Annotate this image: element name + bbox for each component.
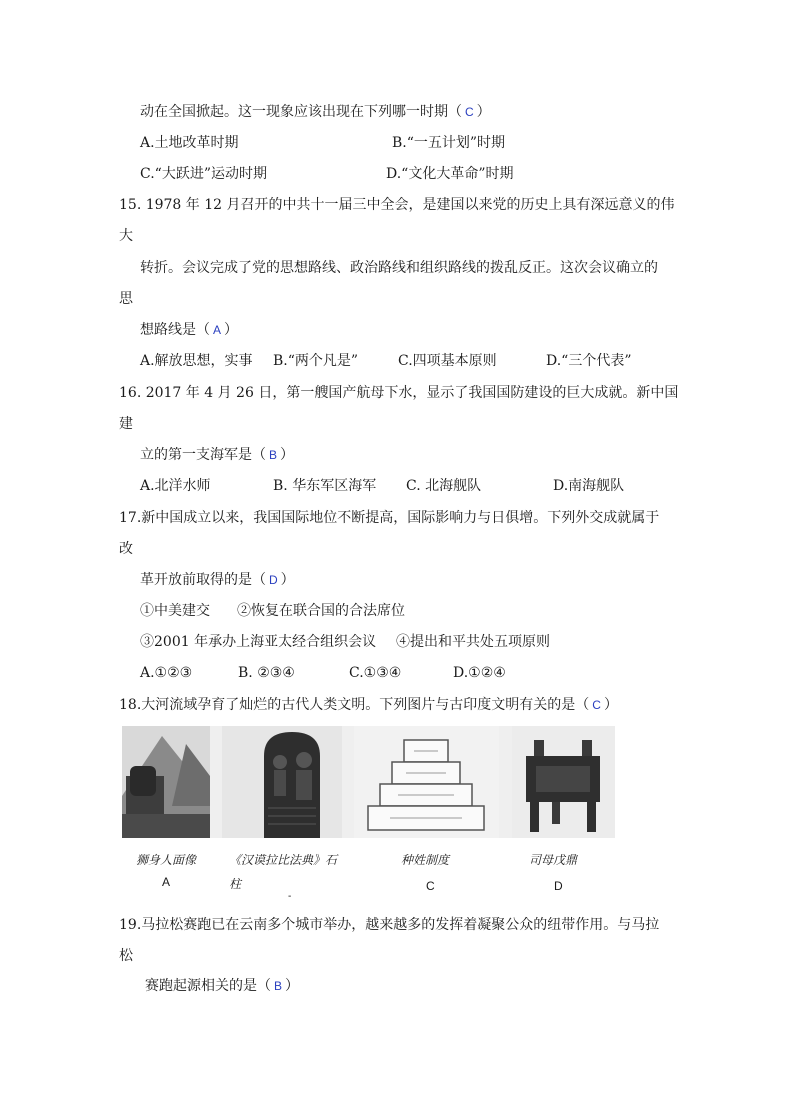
q14-option-a: A.土地改革时期 [140, 135, 239, 151]
q17-item-2: ②恢复在联合国的合法席位 [237, 603, 405, 619]
q18-caption-d: 司母戊鼎 [529, 853, 578, 867]
q14-answer: C [465, 105, 474, 119]
q16-option-c: C. 北海舰队 [406, 478, 482, 494]
hammurabi-stele-image [222, 726, 342, 838]
q17-item-3: ③2001 年承办上海亚太经合组织会议 [140, 634, 377, 650]
q19-close: ） [285, 978, 300, 994]
q18-line1-text: 18.大河流域孕育了灿烂的古代人类文明。下列图片与古印度文明有关的是（ [119, 697, 590, 713]
sphinx-image [122, 726, 210, 838]
q16-option-a: A.北洋水师 [140, 478, 211, 494]
q14-option-d: D.“文化大革命”时期 [386, 166, 514, 182]
q17-close: ） [280, 572, 295, 588]
q18-figure-strip [122, 726, 615, 838]
q18-line1 [119, 695, 618, 715]
q16-answer: B [269, 448, 278, 462]
q16-close: ） [280, 447, 295, 463]
q19-line2 [145, 976, 299, 996]
q15-option-b: B.“两个凡是” [273, 353, 359, 369]
q19-line1: 19.马拉松赛跑已在云南多个城市举办，越来越多的发挥着凝聚公众的纽带作用。与马拉 [119, 917, 660, 933]
q15-close: ） [224, 322, 239, 338]
q19-line2-text: 赛跑起源相关的是（ [145, 978, 271, 994]
q18-caption-b-wrap: 柱 [229, 877, 242, 891]
q15-line3 [140, 320, 238, 340]
q18-close: ） [603, 697, 618, 713]
q16-line2-text: 立的第一支海军是（ [140, 447, 266, 463]
q18-caption-b: 《汉谟拉比法典》石 [229, 853, 338, 867]
q17-option-a: A.①②③ [140, 665, 193, 681]
q15-option-a: A.解放思想，实事 [140, 353, 253, 369]
q14-option-b: B.“一五计划”时期 [392, 135, 506, 151]
q18-caption-a: 狮身人面像 [136, 853, 197, 867]
q18-caption-c: 种姓制度 [401, 853, 450, 867]
q14-option-c: C.“大跃进”运动时期 [140, 166, 267, 182]
q16-line1-wrap: 建 [119, 416, 133, 432]
q17-option-d: D.①②④ [453, 665, 506, 681]
q15-line1: 15. 1978 年 12 月召开的中共十一届三中全会，是建国以来党的历史上具有深远意义的伟 [119, 197, 675, 213]
q15-line2-wrap: 思 [119, 291, 133, 307]
q14-stem-text: 动在全国掀起。这一现象应该出现在下列哪一时期（ [140, 104, 462, 120]
q17-line2 [140, 570, 295, 590]
q17-line2-text: 革开放前取得的是（ [140, 572, 266, 588]
q17-item-4: ④提出和平共处五项原则 [396, 634, 550, 650]
q16-option-b: B. 华东军区海军 [273, 478, 377, 494]
q16-option-d: D.南海舰队 [553, 478, 625, 494]
q18-letter-a: A [162, 875, 171, 889]
q15-line2: 转折。会议完成了党的思想路线、政治路线和组织路线的拨乱反正。这次会议确立的 [140, 260, 658, 276]
q19-line1-wrap: 松 [119, 948, 133, 964]
q18-stray-mark: - [288, 891, 292, 902]
q18-letter-c: C [426, 879, 435, 893]
q16-line2 [140, 445, 294, 465]
q15-answer: A [213, 323, 222, 337]
q17-line1-wrap: 改 [119, 541, 133, 557]
q19-answer: B [274, 979, 283, 993]
q14-stem-tail [140, 102, 491, 122]
q18-answer: C [592, 698, 601, 712]
q15-line1-wrap: 大 [119, 228, 133, 244]
q15-line3-text: 想路线是（ [140, 322, 210, 338]
q17-option-c: C.①③④ [349, 665, 402, 681]
q14-close: ） [476, 104, 491, 120]
bronze-ding-image [512, 726, 615, 838]
q17-line1: 17.新中国成立以来，我国国际地位不断提高，国际影响力与日俱增。下列外交成就属于 [119, 510, 660, 526]
q17-option-b: B. ②③④ [238, 665, 295, 681]
q17-item-1: ①中美建交 [140, 603, 210, 619]
q17-answer: D [269, 573, 278, 587]
q16-line1: 16. 2017 年 4 月 26 日，第一艘国产航母下水，显示了我国国防建设的巨大成就。新中国 [119, 385, 679, 401]
caste-pyramid-image [354, 726, 499, 838]
q15-option-d: D.“三个代表” [546, 353, 632, 369]
q18-letter-d: D [554, 879, 563, 893]
q15-option-c: C.四项基本原则 [398, 353, 497, 369]
